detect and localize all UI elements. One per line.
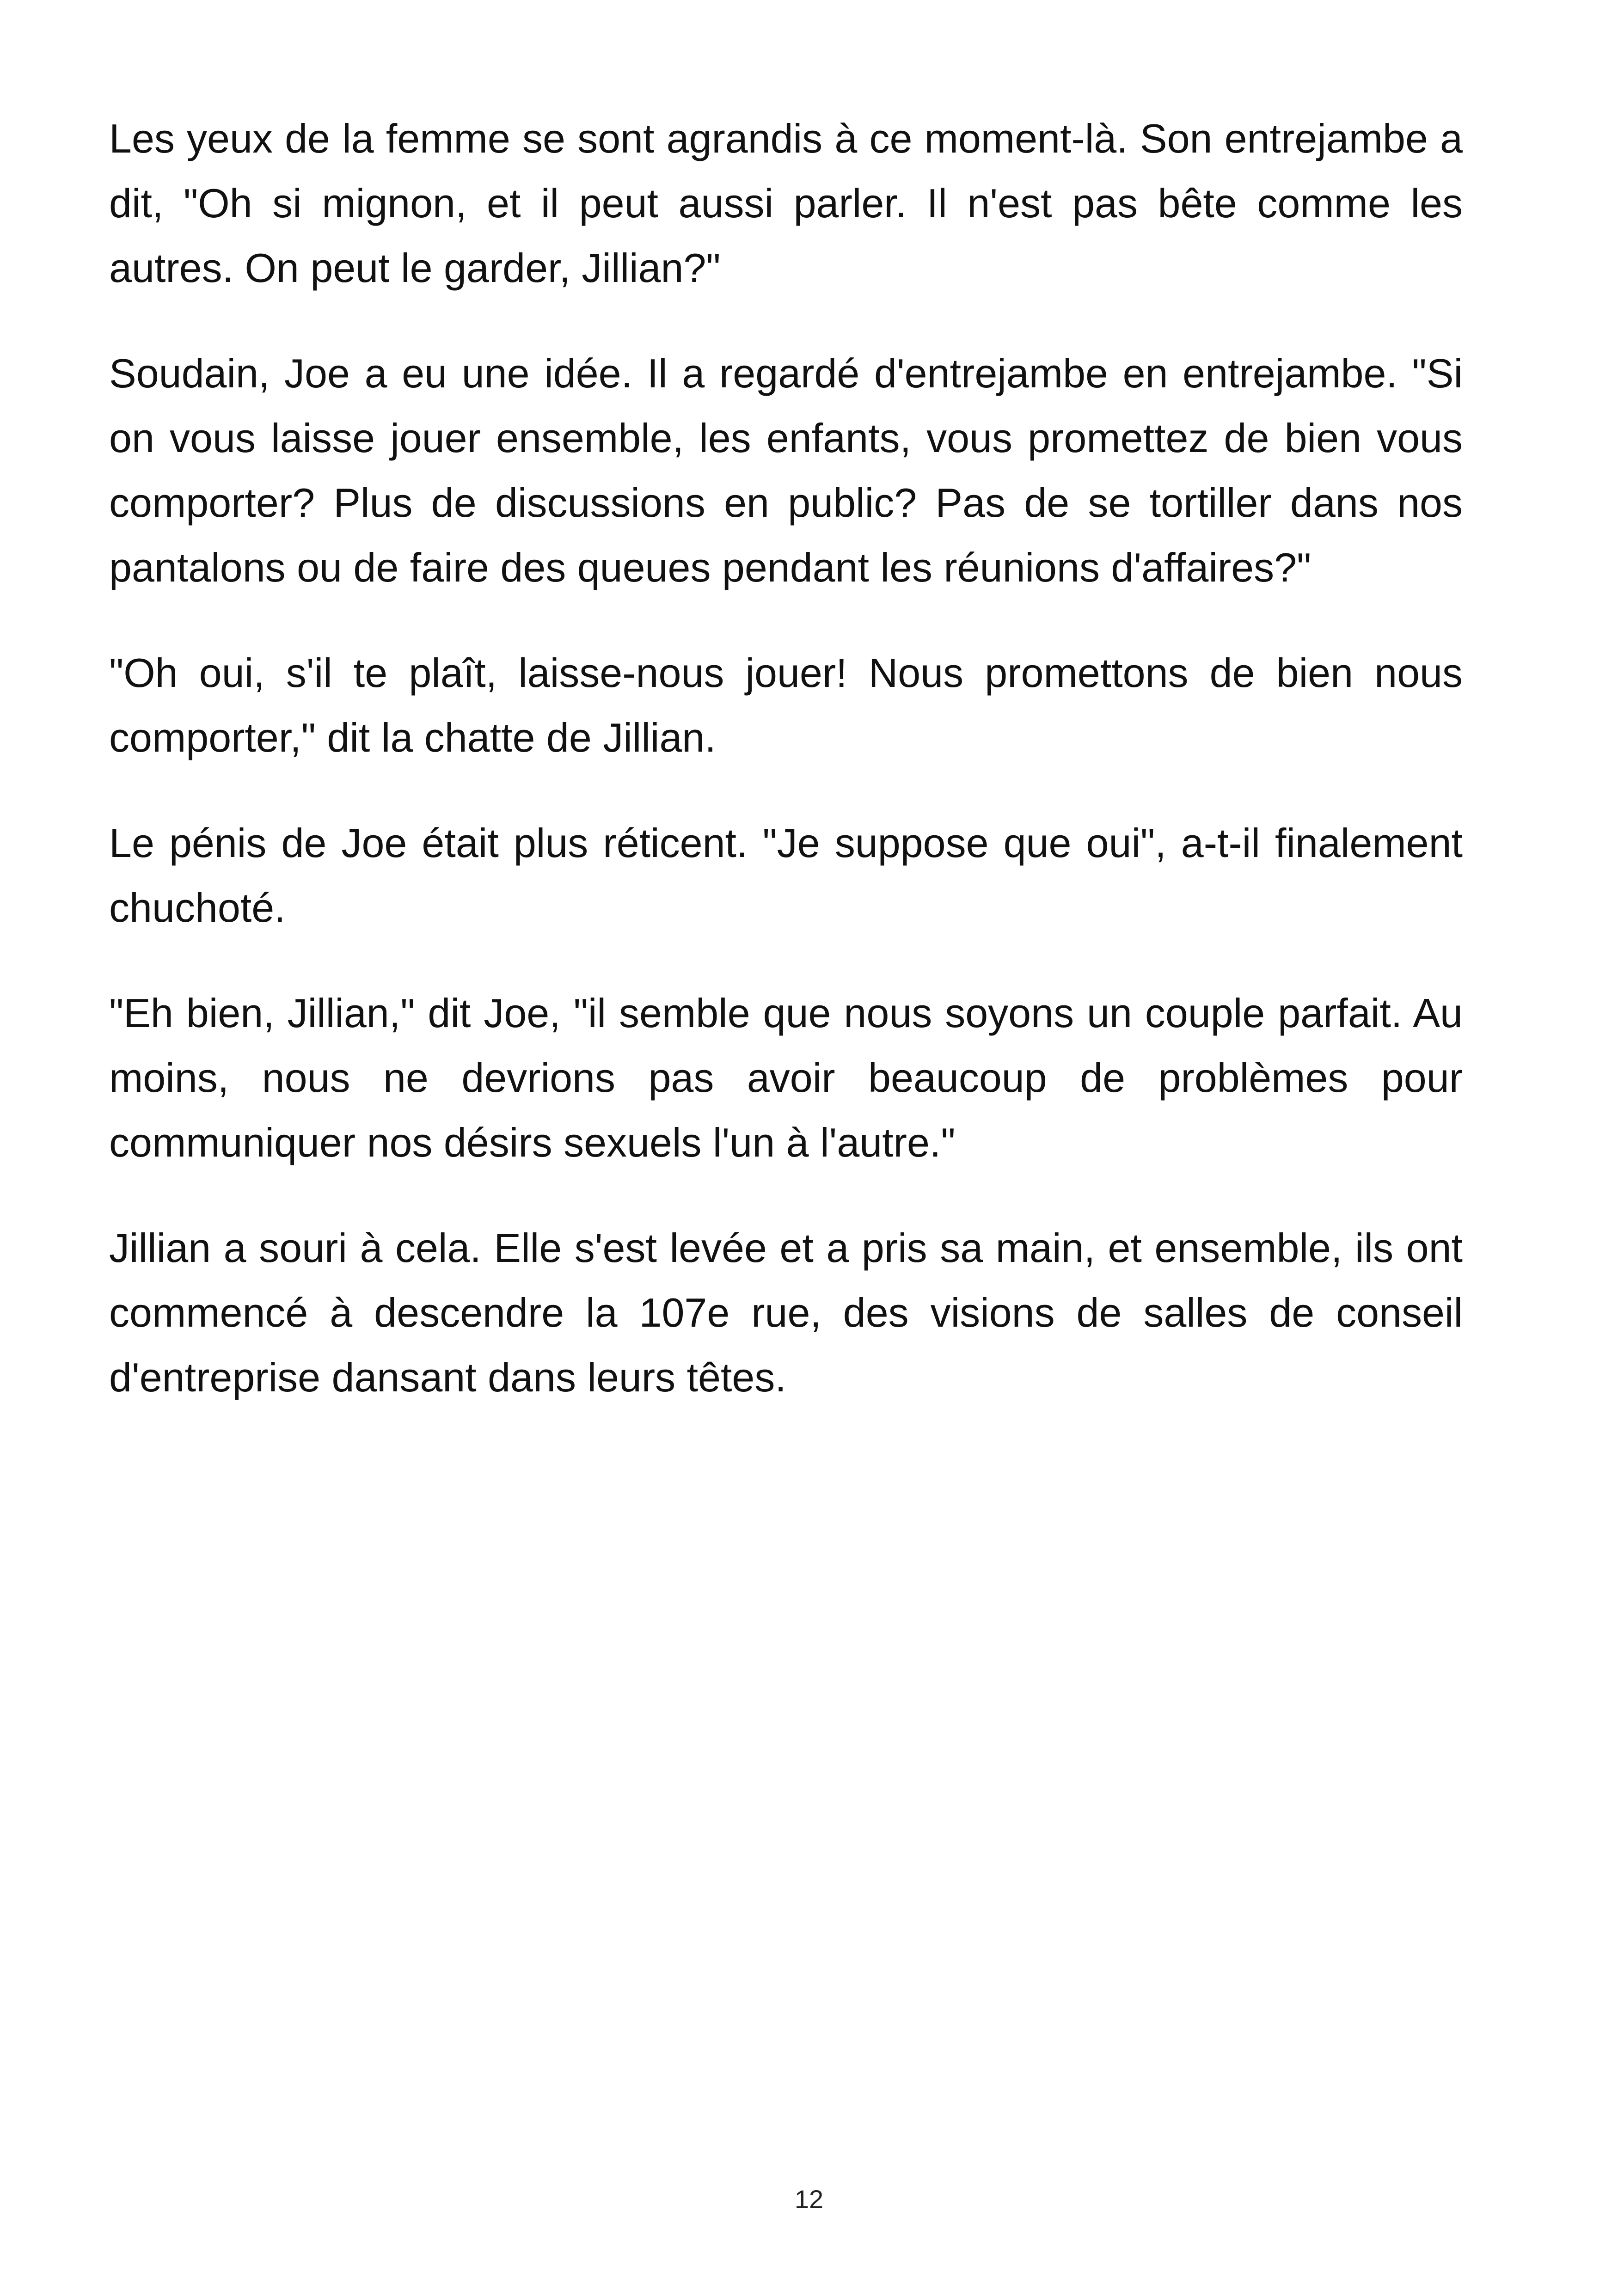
- paragraph-2: Soudain, Joe a eu une idée. Il a regardé d'entrejambe en entrejambe. "Si on vous laisse jouer ensemble, les enfants, vous promettez de bien vous comporter? Plus de discussions en public? Pas de se tortiller dans nos pantalons ou de faire des queues pendant les réunions d'affaires?": [109, 350, 1463, 590]
- paragraph-4: Le pénis de Joe était plus réticent. "Je suppose que oui", a-t-il finalement chuchoté.: [109, 820, 1463, 931]
- paragraph-3: "Oh oui, s'il te plaît, laisse-nous jouer! Nous promettons de bien nous comporter," dit la chatte de Jillian.: [109, 650, 1463, 760]
- body-text: [109, 106, 1463, 1451]
- paragraph-1: Les yeux de la femme se sont agrandis à ce moment-là. Son entrejambe a dit, "Oh si mignon, et il peut aussi parler. Il n'est pas bête comme les autres. On peut le garder, Jillian?": [109, 116, 1463, 291]
- page-number: 12: [794, 2185, 824, 2214]
- paragraph-6: Jillian a souri à cela. Elle s'est levée et a pris sa main, et ensemble, ils ont commencé à descendre la 107e rue, des visions de salles de conseil d'entreprise dansant dans leurs têtes.: [109, 1225, 1463, 1400]
- paragraph-5: "Eh bien, Jillian," dit Joe, "il semble que nous soyons un couple parfait. Au moins, nous ne devrions pas avoir beaucoup de problèmes pour communiquer nos désirs sexuels l'un à l'autre.": [109, 990, 1463, 1165]
